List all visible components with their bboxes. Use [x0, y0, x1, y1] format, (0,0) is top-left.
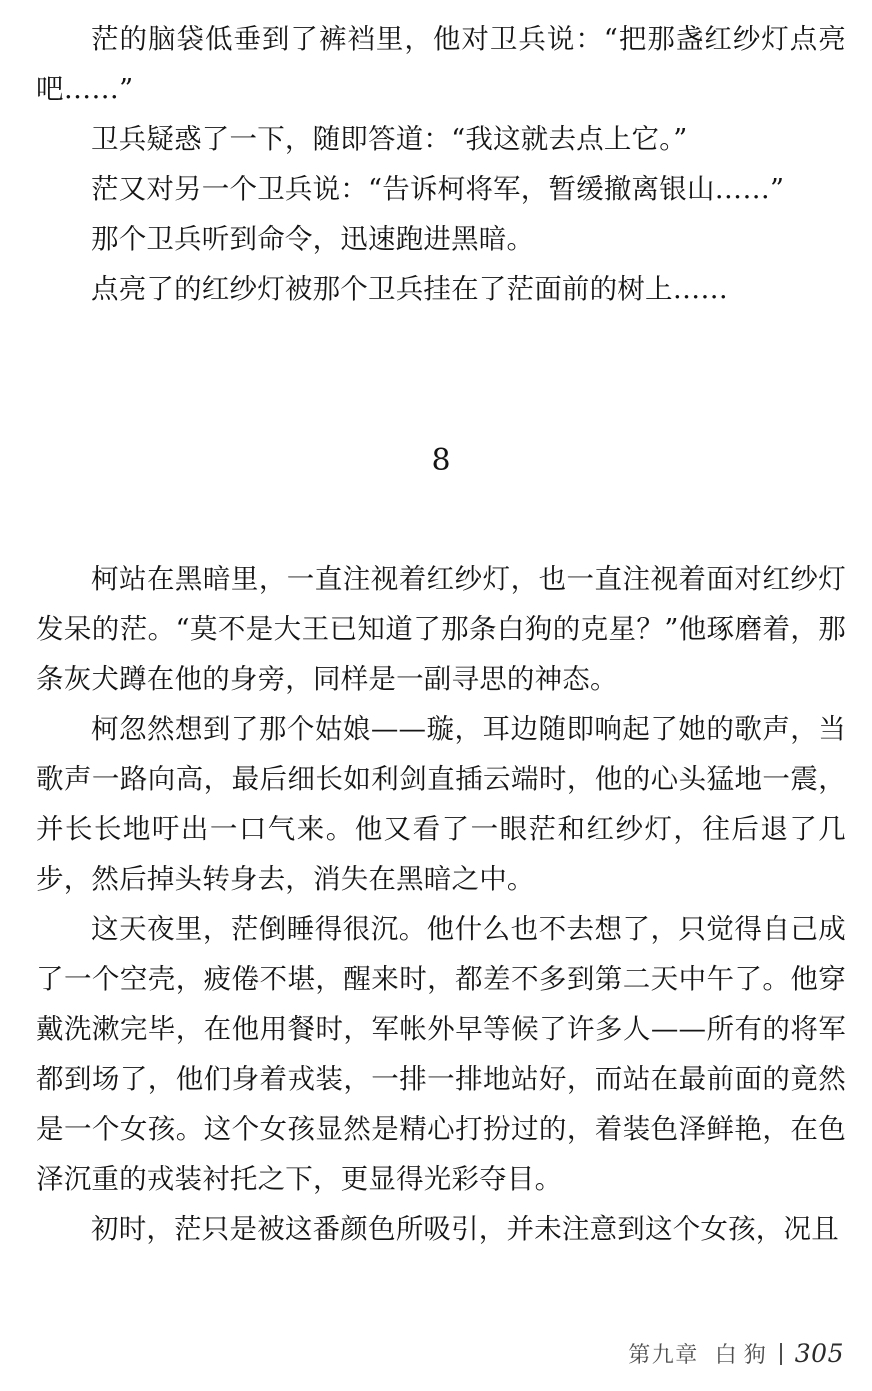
- section-spacer-bottom: [36, 486, 846, 554]
- paragraph: 卫兵疑惑了一下，随即答道：“我这就去点上它。”: [91, 123, 688, 155]
- paragraph: 茫的脑袋低垂到了裤裆里，他对卫兵说：“把那盏红纱灯点亮吧……”: [36, 23, 846, 105]
- paragraph: 茫又对另一个卫兵说：“告诉柯将军，暂缓撤离银山……”: [91, 173, 785, 205]
- body-block: [36, 554, 846, 1254]
- paragraph: 那个卫兵听到命令，迅速跑进黑暗。: [91, 223, 535, 255]
- footer-chapter-title: 白狗: [714, 1343, 773, 1368]
- section-spacer-top: [36, 314, 846, 436]
- page-number: 305: [794, 1339, 844, 1368]
- paragraph: 点亮了的红纱灯被那个卫兵挂在了茫面前的树上……: [91, 273, 729, 305]
- paragraph: 柯站在黑暗里，一直注视着红纱灯，也一直注视着面对红纱灯发呆的茫。“莫不是大王已知道了那条白狗的克星？”他琢磨着，那条灰犬蹲在他的身旁，同样是一副寻思的神态。: [36, 563, 846, 695]
- paragraph: 初时，茫只是被这番颜色所吸引，并未注意到这个女孩，况且: [91, 1213, 839, 1245]
- paragraph: 柯忽然想到了那个姑娘——璇，耳边随即响起了她的歌声，当歌声一路向高，最后细长如利剑直插云端时，他的心头猛地一震，并长长地吁出一口气来。他又看了一眼茫和红纱灯，往后退了几步，然后掉头转身去，消失在黑暗之中。: [36, 713, 846, 895]
- section-number: 8: [431, 443, 451, 478]
- page-footer: [628, 1338, 844, 1369]
- paragraph: 这天夜里，茫倒睡得很沉。他什么也不去想了，只觉得自己成了一个空壳，疲倦不堪，醒来时，都差不多到第二天中午了。他穿戴洗漱完毕，在他用餐时，军帐外早等候了许多人——所有的将军都到场了，他们身着戎装，一排一排地站好，而站在最前面的竟然是一个女孩。这个女孩显然是精心打扮过的，着装色泽鲜艳，在色泽沉重的戎装衬托之下，更显得光彩夺目。: [36, 913, 846, 1195]
- text-column: [36, 14, 846, 1254]
- footer-separator-rule: [780, 1343, 782, 1365]
- dialogue-block: [36, 14, 846, 314]
- footer-chapter-label: 第九章: [628, 1343, 699, 1368]
